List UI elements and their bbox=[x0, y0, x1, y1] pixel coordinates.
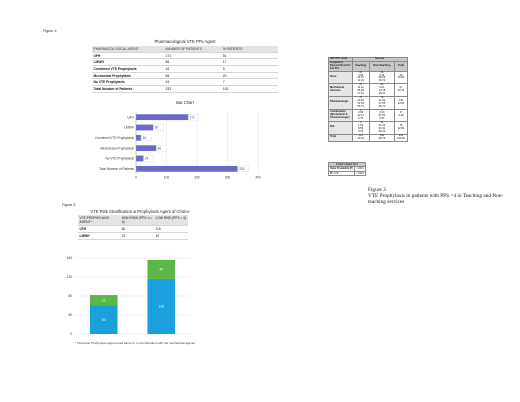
y-tick-label: 160 bbox=[66, 256, 72, 261]
table-row bbox=[329, 109, 408, 122]
table-row bbox=[329, 71, 408, 84]
cell-value: 41.67 bbox=[357, 76, 364, 80]
x-tick-label: 200 bbox=[194, 175, 200, 180]
header-cell: Service bbox=[352, 58, 408, 62]
cell-value: 58.33 bbox=[378, 76, 386, 80]
cell-value: 70 bbox=[380, 95, 384, 99]
cell-value: 116 bbox=[154, 226, 188, 233]
x-tick-label: 0 bbox=[135, 175, 137, 180]
data-label: 24 bbox=[144, 156, 149, 161]
header-cell: HIGH RISK (PPS >/= 4) bbox=[120, 215, 154, 226]
cell-value: 47.95 bbox=[378, 101, 386, 105]
cell-value: 35.71 bbox=[378, 104, 386, 108]
cell-stack bbox=[352, 134, 369, 141]
cell-percent: 51 bbox=[221, 52, 278, 59]
cell-percent: 20 bbox=[221, 72, 278, 79]
cell-count: 66 bbox=[164, 72, 221, 79]
cell-value: 15 bbox=[359, 70, 363, 74]
cell-value: 10.72 bbox=[378, 79, 386, 83]
data-label: 16 bbox=[142, 136, 146, 141]
cell-value: 59.76 bbox=[378, 136, 386, 140]
cell-value: 8 bbox=[400, 111, 402, 115]
cell-value: 21.32 bbox=[378, 124, 386, 128]
cell-value: 5 bbox=[359, 121, 362, 125]
x-tick-label: 300 bbox=[224, 175, 231, 180]
data-label: 333 bbox=[239, 167, 245, 172]
cell-count: 171 bbox=[164, 52, 221, 59]
cell-value: 6.58 bbox=[358, 126, 364, 130]
header-cell: Total bbox=[394, 61, 407, 71]
cell-stack bbox=[352, 96, 369, 109]
cell-stack bbox=[369, 109, 394, 122]
cell-value: 134 bbox=[358, 133, 363, 137]
caption-title: Figure 3 bbox=[368, 187, 386, 193]
figure1-label: Figure 1: bbox=[43, 29, 58, 33]
cell-value: 56.72 bbox=[357, 104, 364, 108]
y-tick-label: 40 bbox=[68, 313, 72, 318]
header-cell: VAT PPx used bbox=[329, 58, 353, 62]
y-tick-label: 0 bbox=[70, 332, 72, 337]
cell-value: 22.82 bbox=[357, 98, 364, 102]
y-tick-label: Mechanical Prophylaxis bbox=[100, 146, 134, 151]
cell-value: 196 bbox=[379, 133, 385, 137]
cell-value: 22.11 bbox=[357, 114, 364, 118]
cell-value: 93.42 bbox=[378, 126, 386, 130]
cell-value: 52.05 bbox=[357, 101, 364, 105]
row-label: Combined VTE Prophylaxis bbox=[92, 66, 164, 73]
cell-value: 40.24 bbox=[357, 136, 364, 140]
cell-value: 146 bbox=[398, 98, 404, 102]
y-tick-label: 80 bbox=[68, 294, 72, 299]
row-label: LMWH bbox=[92, 59, 164, 66]
figure2-footnote: * Chemical Prophylaxis Agent used alone or in Combination with the mechanical agents bbox=[75, 341, 195, 345]
row-label: Pharmacologic bbox=[329, 96, 353, 109]
data-label: 66 bbox=[157, 146, 162, 151]
cell-value: 9.01 bbox=[379, 86, 385, 90]
cell-stack bbox=[352, 84, 369, 97]
cell-stack bbox=[394, 71, 407, 84]
cell-value: <.0001 bbox=[356, 171, 364, 175]
cell-value: 2.10 bbox=[379, 111, 385, 115]
data-label: 60 bbox=[101, 317, 106, 322]
row-label: N/A bbox=[329, 122, 353, 135]
row-label: No VTE Prophylaxis bbox=[92, 79, 164, 86]
figure3-table bbox=[328, 57, 408, 142]
cell-value: 1.50 bbox=[358, 124, 364, 128]
y-tick-label: 120 bbox=[66, 275, 72, 280]
cell-stack bbox=[394, 122, 407, 135]
cell-percent: 100 bbox=[221, 86, 278, 93]
header-cell: NUMBER OF PATIENTS bbox=[164, 46, 221, 52]
cell-value: 67 bbox=[399, 86, 403, 90]
cell-value: 1 bbox=[359, 108, 362, 112]
cell-value: 333 bbox=[398, 133, 404, 137]
data-label: 40 bbox=[159, 267, 164, 272]
table-row bbox=[329, 171, 366, 175]
cell-value: 100.00 bbox=[397, 136, 405, 140]
cell-count: 16 bbox=[164, 66, 221, 73]
data-label: 56 bbox=[154, 125, 159, 130]
y-tick-label: Total Number of Patients bbox=[99, 166, 134, 171]
figure1-table-title: Pharmacological VTE PPx Agent bbox=[154, 39, 216, 44]
cell-stack bbox=[394, 96, 407, 109]
row-label: Total Number of Patients bbox=[92, 86, 164, 93]
cell-value: 87.50 bbox=[378, 114, 386, 118]
cell-stack bbox=[394, 109, 407, 122]
data-label: 171 bbox=[189, 115, 195, 120]
cell-value: 20.12 bbox=[397, 89, 405, 93]
bar-chart-title: Bar Chart bbox=[176, 100, 194, 105]
figure2-table-title: VTE Risk Stratification & Prophylaxis Agent of Choice bbox=[90, 209, 190, 214]
figure3-caption bbox=[368, 187, 508, 206]
cell-value: 0.75 bbox=[358, 117, 364, 121]
cell-value: 60 bbox=[120, 226, 154, 233]
cell-value: 2.40 bbox=[398, 114, 404, 118]
cell-stack bbox=[352, 122, 369, 135]
row-label: Mechanical Prophylaxis bbox=[92, 72, 164, 79]
cell-stack bbox=[369, 122, 394, 135]
cell-value: 15.31 bbox=[378, 91, 386, 95]
cell-value: 10.81 bbox=[397, 76, 405, 80]
cell-stack bbox=[394, 134, 407, 141]
row-label: Total bbox=[329, 134, 353, 141]
cell-stack bbox=[369, 96, 394, 109]
table-row bbox=[329, 134, 408, 141]
table-row bbox=[329, 167, 366, 171]
cell-value: 11.11 bbox=[357, 86, 364, 90]
cell-value: 43.84 bbox=[397, 101, 405, 105]
header-cell: Teaching bbox=[352, 61, 369, 71]
cell-value: 6.31 bbox=[379, 73, 385, 77]
cell-percent: 5 bbox=[221, 66, 278, 73]
cell-stack bbox=[352, 71, 369, 84]
figure2-label: Figure 2: bbox=[62, 203, 77, 207]
row-label: LMWH bbox=[78, 233, 120, 240]
cell-stack bbox=[394, 84, 407, 97]
table-row bbox=[329, 84, 408, 97]
cell-value: 36.22 bbox=[378, 129, 386, 133]
cell-stack bbox=[369, 84, 394, 97]
header-cell: Fisher's Exact Test bbox=[329, 163, 366, 167]
cell-value: 55.22 bbox=[357, 89, 364, 93]
cell-value: 30 bbox=[380, 83, 384, 87]
cell-value: 0.30 bbox=[358, 111, 364, 115]
header-cell: VTE PROPHYLAXIS AGENT * bbox=[78, 215, 120, 226]
table-row bbox=[329, 96, 408, 109]
cell-value: 21.02 bbox=[378, 98, 386, 102]
header-cell: PHARMACOLOGICAL AGENT bbox=[92, 46, 164, 52]
cell-value: 76 bbox=[399, 124, 403, 128]
x-tick-label: 100 bbox=[163, 175, 170, 180]
cell-value: 3.73 bbox=[358, 129, 364, 133]
header-cell: % PATIENTS bbox=[221, 46, 278, 52]
table-subheader-row bbox=[329, 61, 408, 71]
row-label: Table Probability (P) bbox=[330, 167, 353, 171]
cell-percent: 17 bbox=[221, 59, 278, 66]
cell-value: 71 bbox=[380, 121, 384, 125]
header-cell: Non-Teaching bbox=[369, 61, 394, 71]
row-label: UFH bbox=[92, 52, 164, 59]
cell-value: 22 bbox=[120, 233, 154, 240]
cell-value: 4.50 bbox=[358, 73, 364, 77]
cell-value: 27.61 bbox=[357, 91, 364, 95]
cell-value: 36 bbox=[399, 73, 403, 77]
cell-value: 21 bbox=[380, 70, 384, 74]
table-row bbox=[329, 122, 408, 135]
row-label: None bbox=[329, 71, 353, 84]
cell-percent: 7 bbox=[221, 79, 278, 86]
y-tick-label: No VTE Prophylaxis bbox=[105, 156, 134, 161]
cell-value: <.0001 bbox=[356, 167, 364, 171]
x-tick-label: 400 bbox=[255, 175, 261, 180]
cell-stack bbox=[352, 109, 369, 122]
fisher-exact-test-table bbox=[328, 162, 366, 176]
header-cell: Frequency Percent Row Pct Col Pct bbox=[330, 60, 351, 70]
cell-value: 3.57 bbox=[379, 117, 385, 121]
cell-count: 56 bbox=[164, 59, 221, 66]
cell-value: 7 bbox=[381, 108, 383, 112]
y-tick-label: LMWH bbox=[124, 125, 134, 130]
data-label: 116 bbox=[158, 304, 164, 309]
cell-value: 37 bbox=[359, 83, 363, 87]
row-label: UFH bbox=[78, 226, 120, 233]
cell-count: 333 bbox=[164, 86, 221, 93]
caption-text: VTE Prophylaxis in patients with PPS >4 in Teaching and Non-teaching services bbox=[368, 193, 504, 206]
row-label: Pr <= P bbox=[329, 171, 355, 175]
cell-value: 76 bbox=[359, 95, 363, 99]
cell-value: 40 bbox=[154, 233, 188, 240]
cell-value: 11.19 bbox=[357, 79, 364, 83]
y-tick-label: UFH bbox=[127, 115, 134, 120]
row-label: Mechanical Services bbox=[329, 84, 353, 97]
cell-value: 44.78 bbox=[378, 89, 386, 93]
cell-count: 24 bbox=[164, 79, 221, 86]
cell-value: 22.82 bbox=[397, 126, 405, 130]
cell-stack bbox=[369, 134, 394, 141]
y-tick-label: Combined VTE Prophylaxis bbox=[95, 135, 134, 140]
header-cell: LOW RISK (PPS < 4) bbox=[154, 215, 188, 226]
data-label: 22 bbox=[101, 298, 106, 303]
cell-stack bbox=[369, 71, 394, 84]
row-label: Combination (Mechanical & Pharmacologic) bbox=[329, 109, 353, 122]
